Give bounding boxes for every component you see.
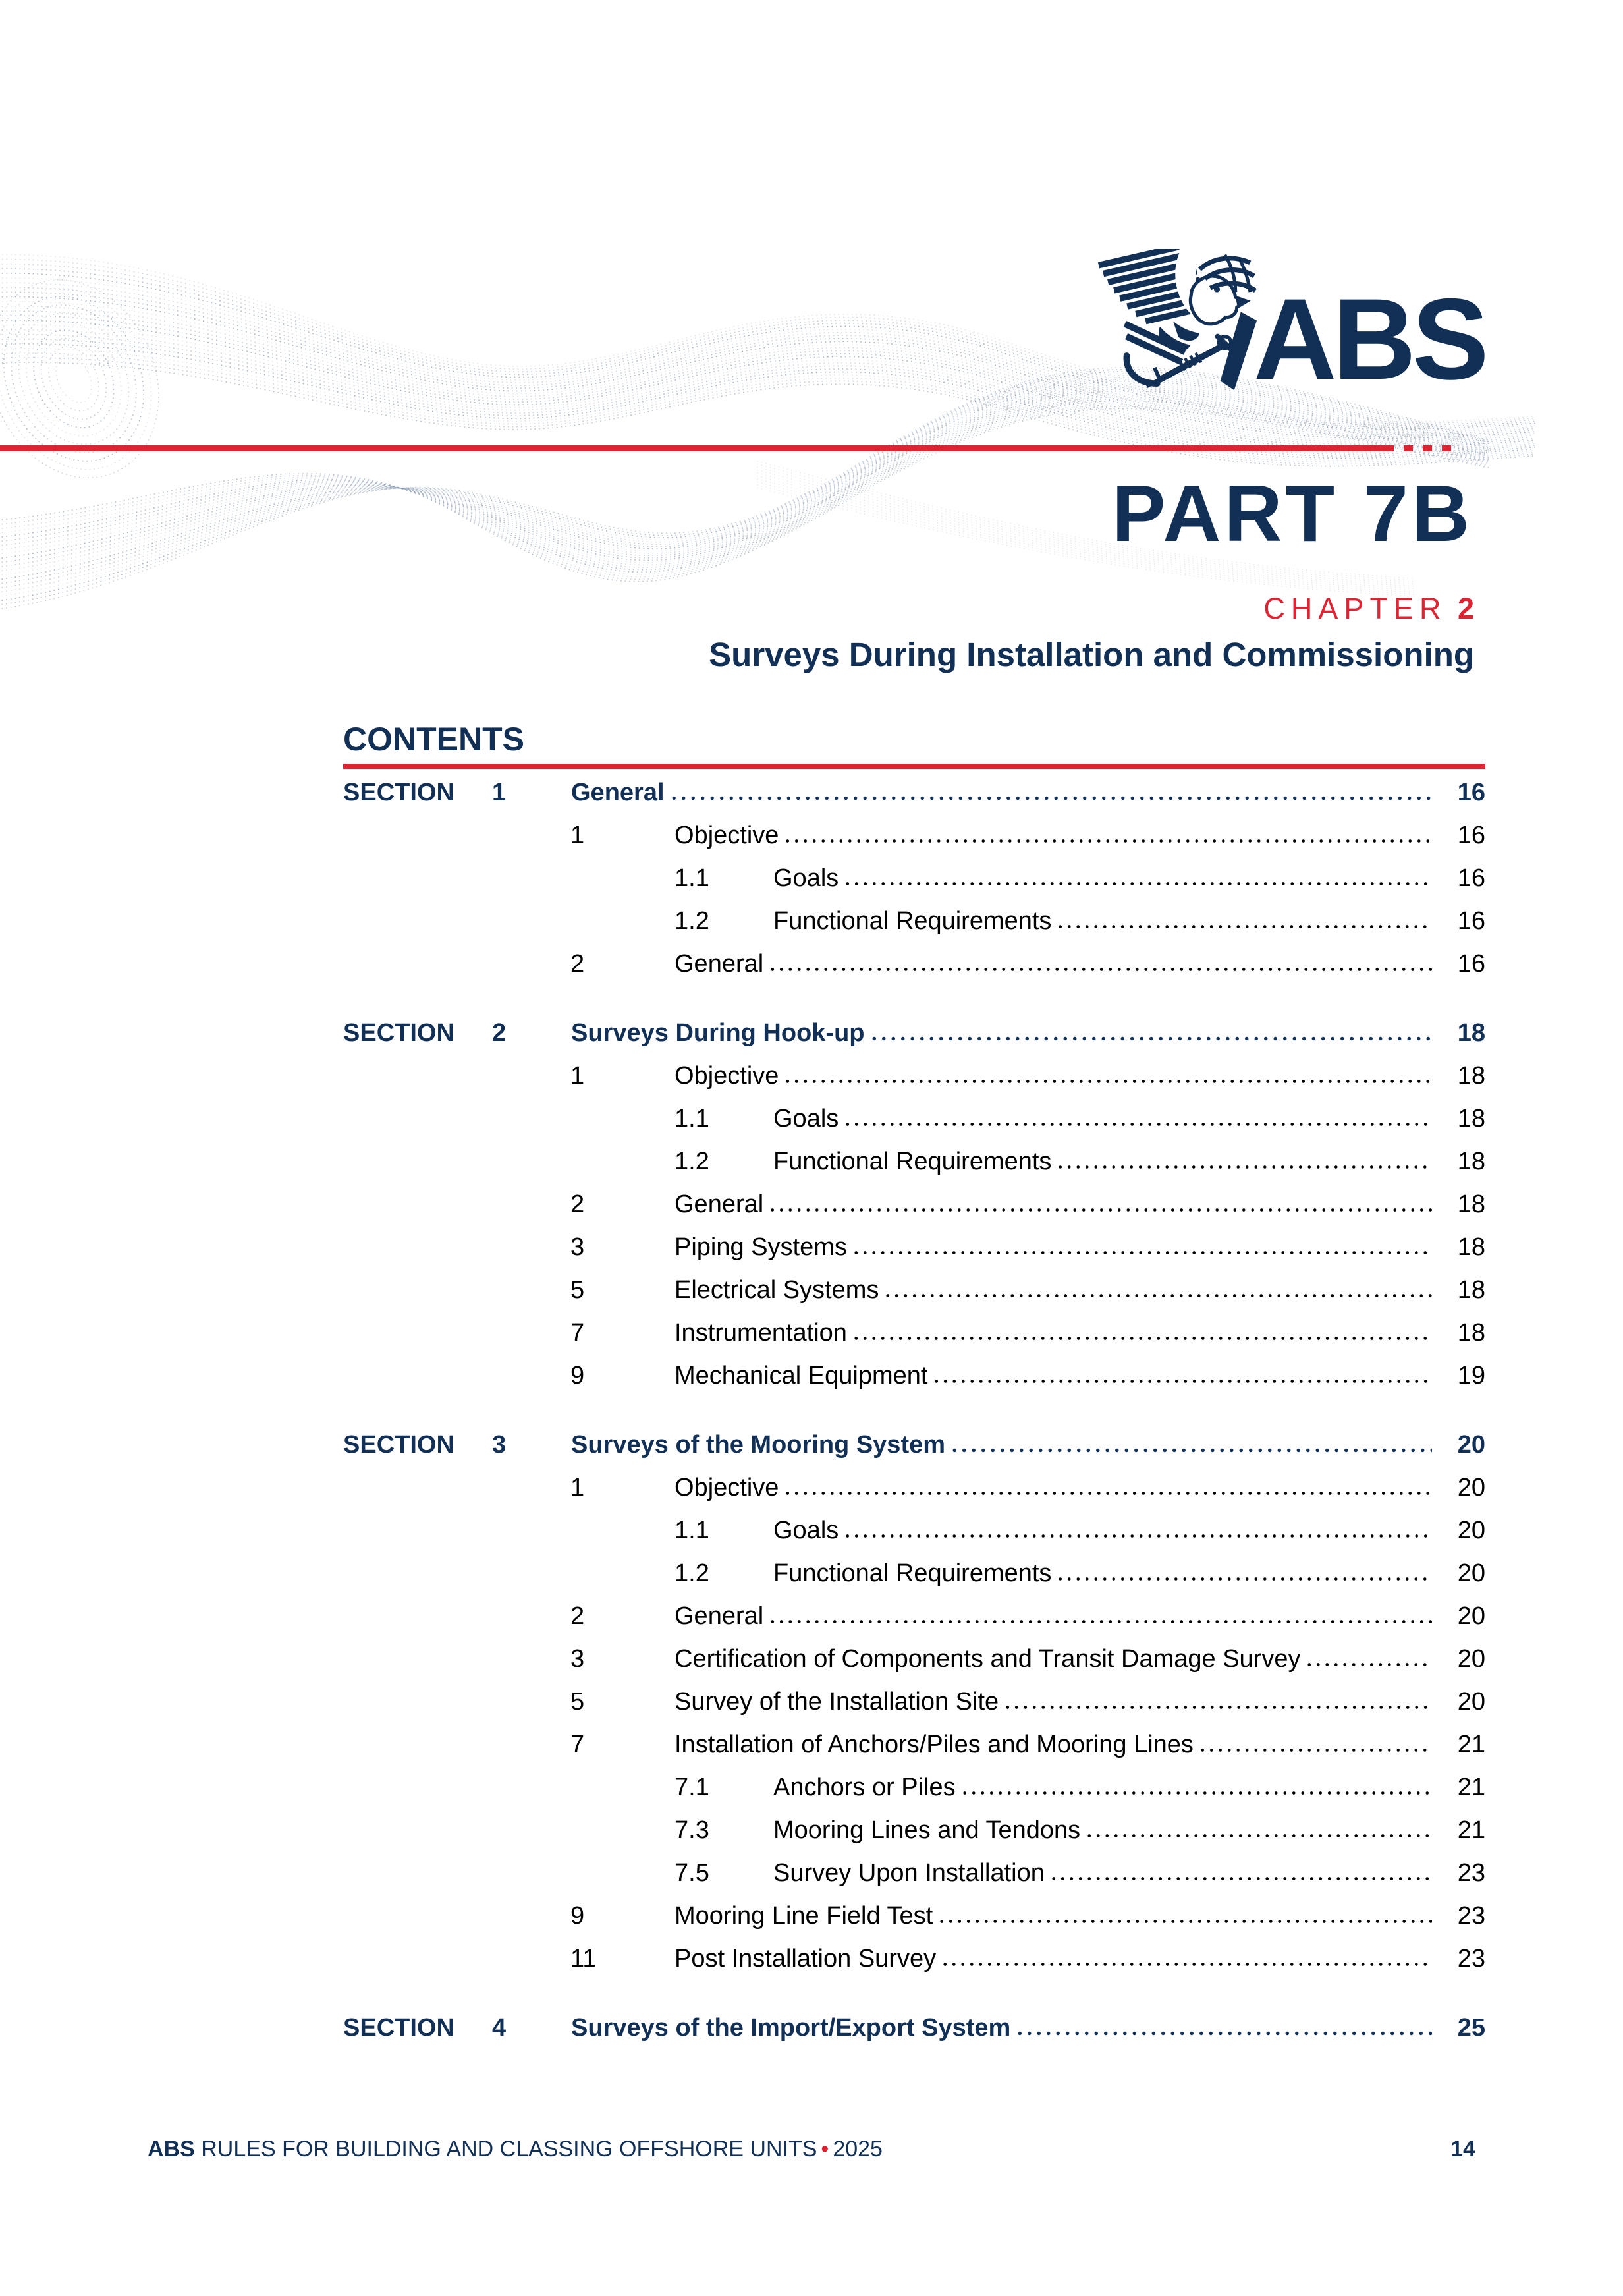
toc-row-page: 18 bbox=[1457, 1276, 1485, 1304]
toc-row-number: 1.2 bbox=[674, 1148, 709, 1175]
toc-row-page: 20 bbox=[1457, 1559, 1485, 1587]
dot-leader bbox=[843, 1534, 1432, 1538]
toc-row-title: Goals bbox=[773, 864, 839, 892]
header-rule bbox=[0, 445, 1451, 451]
toc-row-number: 2 bbox=[570, 1602, 585, 1630]
toc-entry-row[interactable] bbox=[343, 908, 1485, 934]
toc-row-title: Surveys of the Mooring System bbox=[571, 1431, 946, 1459]
toc-row-page: 20 bbox=[1457, 1602, 1485, 1630]
dot-leader bbox=[932, 1379, 1432, 1384]
toc-section-row[interactable] bbox=[343, 1432, 1485, 1458]
toc-row-page: 18 bbox=[1457, 1019, 1485, 1047]
toc-row-title: Functional Requirements bbox=[773, 1559, 1052, 1587]
dot-leader bbox=[960, 1791, 1432, 1795]
toc-row-number: 9 bbox=[570, 1902, 585, 1930]
toc-section-label: SECTION bbox=[343, 779, 454, 806]
toc-row-number: 2 bbox=[492, 1019, 507, 1047]
toc-row-page: 23 bbox=[1457, 1859, 1485, 1887]
toc-entry-row[interactable] bbox=[343, 1560, 1485, 1586]
toc-row-page: 18 bbox=[1457, 1062, 1485, 1090]
dot-leader bbox=[783, 839, 1432, 843]
toc-row-title: General bbox=[571, 779, 665, 806]
toc-entry-row[interactable] bbox=[343, 1603, 1485, 1629]
toc-section-label: SECTION bbox=[343, 2014, 454, 2042]
toc-entry-row[interactable] bbox=[343, 1277, 1485, 1303]
toc-row-page: 20 bbox=[1457, 1431, 1485, 1459]
toc-row-number: 4 bbox=[492, 2014, 507, 2042]
toc-row-title: Objective bbox=[674, 1474, 779, 1501]
toc-row-number: 7.5 bbox=[674, 1859, 709, 1887]
toc-row-page: 16 bbox=[1457, 779, 1485, 806]
toc-row-number: 2 bbox=[570, 950, 585, 978]
toc-entry-row[interactable] bbox=[343, 1860, 1485, 1886]
toc-row-number: 1.1 bbox=[674, 1517, 709, 1544]
toc-row-title: Certification of Components and Transit Damage Survey bbox=[674, 1645, 1301, 1673]
toc-row-page: 21 bbox=[1457, 1774, 1485, 1801]
toc-row-title: General bbox=[674, 1190, 764, 1218]
toc-row-title: General bbox=[674, 950, 764, 978]
dot-leader bbox=[1085, 1834, 1432, 1838]
toc-section-row[interactable] bbox=[343, 779, 1485, 806]
red-dash bbox=[1423, 445, 1432, 451]
toc-row-page: 16 bbox=[1457, 822, 1485, 849]
wave-pattern-decoration bbox=[0, 0, 1623, 856]
toc-entry-row[interactable] bbox=[343, 865, 1485, 891]
toc-row-number: 11 bbox=[570, 1945, 597, 1973]
toc-row-number: 1.2 bbox=[674, 907, 709, 935]
toc-row-page: 16 bbox=[1457, 950, 1485, 978]
dot-leader bbox=[669, 796, 1432, 800]
toc-row-number: 2 bbox=[570, 1190, 585, 1218]
toc-entry-row[interactable] bbox=[343, 1234, 1485, 1260]
toc-row-number: 1 bbox=[570, 1062, 585, 1090]
toc-row-page: 19 bbox=[1457, 1362, 1485, 1389]
toc-row-page: 21 bbox=[1457, 1731, 1485, 1758]
toc-row-number: 3 bbox=[492, 1431, 507, 1459]
toc-row-title: Goals bbox=[773, 1517, 839, 1544]
toc-entry-row[interactable] bbox=[343, 1817, 1485, 1843]
toc-entry-row[interactable] bbox=[343, 1689, 1485, 1715]
dot-leader bbox=[768, 1208, 1432, 1212]
toc-row-number: 1.1 bbox=[674, 1105, 709, 1133]
toc-row-page: 20 bbox=[1457, 1517, 1485, 1544]
toc-entry-row[interactable] bbox=[343, 1903, 1485, 1929]
toc-row-page: 18 bbox=[1457, 1105, 1485, 1133]
toc-row-number: 5 bbox=[570, 1688, 585, 1716]
toc-row-number: 1.2 bbox=[674, 1559, 709, 1587]
dot-leader bbox=[1198, 1748, 1432, 1752]
toc-row-page: 16 bbox=[1457, 907, 1485, 935]
toc-row-title: Mechanical Equipment bbox=[674, 1362, 928, 1389]
dot-leader bbox=[1015, 2031, 1432, 2036]
dot-leader bbox=[843, 1122, 1432, 1127]
toc-row-page: 18 bbox=[1457, 1319, 1485, 1347]
toc-row-page: 20 bbox=[1457, 1645, 1485, 1673]
toc-row-page: 23 bbox=[1457, 1945, 1485, 1973]
toc-entry-row[interactable] bbox=[343, 1106, 1485, 1132]
dot-leader bbox=[869, 1036, 1433, 1041]
toc-row-title: Surveys of the Import/Export System bbox=[571, 2014, 1011, 2042]
dot-leader bbox=[950, 1448, 1432, 1453]
toc-entry-row[interactable] bbox=[343, 1731, 1485, 1758]
red-dash bbox=[1404, 445, 1413, 451]
footer-separator: • bbox=[821, 2137, 829, 2162]
toc-row-page: 25 bbox=[1457, 2014, 1485, 2042]
table-of-contents bbox=[343, 779, 1485, 2058]
toc-entry-row[interactable] bbox=[343, 1362, 1485, 1389]
toc-row-title: Objective bbox=[674, 822, 779, 849]
dot-leader bbox=[768, 1619, 1432, 1624]
toc-row-page: 18 bbox=[1457, 1190, 1485, 1218]
footer-text bbox=[148, 2136, 883, 2163]
chapter-number: 2 bbox=[1457, 592, 1474, 625]
toc-section-row[interactable] bbox=[343, 2015, 1485, 2041]
footer-year: 2025 bbox=[833, 2137, 883, 2162]
toc-section-row[interactable] bbox=[343, 1020, 1485, 1046]
dot-leader bbox=[937, 1919, 1432, 1924]
toc-row-number: 9 bbox=[570, 1362, 585, 1389]
toc-row-number: 7.1 bbox=[674, 1774, 709, 1801]
dot-leader bbox=[843, 882, 1432, 886]
red-dash bbox=[1442, 445, 1451, 451]
toc-row-number: 7.3 bbox=[674, 1816, 709, 1844]
page-footer bbox=[148, 2136, 1475, 2163]
toc-row-number: 1.1 bbox=[674, 864, 709, 892]
toc-row-title: Survey Upon Installation bbox=[773, 1859, 1045, 1887]
toc-row-number: 7 bbox=[570, 1731, 585, 1758]
toc-row-page: 18 bbox=[1457, 1233, 1485, 1261]
toc-entry-row[interactable] bbox=[343, 1148, 1485, 1175]
toc-row-title: Goals bbox=[773, 1105, 839, 1133]
toc-entry-row[interactable] bbox=[343, 1063, 1485, 1089]
toc-row-title: Electrical Systems bbox=[674, 1276, 879, 1304]
toc-row-page: 23 bbox=[1457, 1902, 1485, 1930]
toc-row-number: 1 bbox=[492, 779, 507, 806]
toc-row-number: 7 bbox=[570, 1319, 585, 1347]
footer-rules-text: RULES FOR BUILDING AND CLASSING OFFSHORE UNITS bbox=[201, 2137, 817, 2162]
toc-row-title: Post Installation Survey bbox=[674, 1945, 937, 1973]
abs-logo-text: ABS bbox=[1253, 275, 1485, 404]
toc-row-page: 16 bbox=[1457, 864, 1485, 892]
toc-row-number: 5 bbox=[570, 1276, 585, 1304]
toc-row-number: 1 bbox=[570, 822, 585, 849]
toc-entry-row[interactable] bbox=[343, 1517, 1485, 1544]
toc-entry-row[interactable] bbox=[343, 1191, 1485, 1218]
toc-row-title: Mooring Line Field Test bbox=[674, 1902, 933, 1930]
toc-row-page: 20 bbox=[1457, 1474, 1485, 1501]
dot-leader bbox=[1049, 1876, 1432, 1881]
toc-row-title: Functional Requirements bbox=[773, 907, 1052, 935]
page-number: 14 bbox=[1450, 2137, 1475, 2162]
toc-row-title: Installation of Anchors/Piles and Mooring Lines bbox=[674, 1731, 1194, 1758]
footer-brand: ABS bbox=[148, 2137, 195, 2162]
dot-leader bbox=[783, 1079, 1432, 1084]
dot-leader bbox=[883, 1293, 1432, 1298]
dot-leader bbox=[941, 1962, 1432, 1967]
toc-row-title: Anchors or Piles bbox=[773, 1774, 956, 1801]
toc-entry-row[interactable] bbox=[343, 1320, 1485, 1346]
toc-section-label: SECTION bbox=[343, 1019, 454, 1047]
toc-row-page: 21 bbox=[1457, 1816, 1485, 1844]
toc-entry-row[interactable] bbox=[343, 1774, 1485, 1801]
toc-row-title: Instrumentation bbox=[674, 1319, 847, 1347]
toc-row-title: Survey of the Installation Site bbox=[674, 1688, 999, 1716]
part-title: PART 7B bbox=[1112, 468, 1473, 558]
dot-leader bbox=[783, 1491, 1432, 1496]
toc-entry-row[interactable] bbox=[343, 1474, 1485, 1501]
toc-row-title: General bbox=[674, 1602, 764, 1630]
chapter-line bbox=[1263, 594, 1474, 623]
dot-leader bbox=[852, 1250, 1432, 1255]
dot-leader bbox=[1003, 1705, 1432, 1710]
dot-leader bbox=[1056, 924, 1432, 929]
toc-row-title: Piping Systems bbox=[674, 1233, 847, 1261]
dot-leader bbox=[1305, 1662, 1432, 1667]
toc-section-label: SECTION bbox=[343, 1431, 454, 1459]
toc-row-title: Mooring Lines and Tendons bbox=[773, 1816, 1081, 1844]
dot-leader bbox=[852, 1336, 1432, 1341]
toc-entry-row[interactable] bbox=[343, 951, 1485, 977]
dot-leader bbox=[1056, 1165, 1432, 1169]
contents-heading: CONTENTS bbox=[343, 721, 524, 758]
abs-eagle-icon bbox=[1086, 249, 1258, 393]
toc-entry-row[interactable] bbox=[343, 1646, 1485, 1672]
chapter-label: CHAPTER bbox=[1263, 592, 1447, 625]
toc-row-page: 20 bbox=[1457, 1688, 1485, 1716]
dot-leader bbox=[768, 967, 1432, 972]
contents-rule bbox=[343, 764, 1485, 769]
toc-entry-row[interactable] bbox=[343, 1946, 1485, 1972]
toc-row-number: 1 bbox=[570, 1474, 585, 1501]
toc-row-number: 3 bbox=[570, 1233, 585, 1261]
toc-row-page: 18 bbox=[1457, 1148, 1485, 1175]
chapter-title: Surveys During Installation and Commissioning bbox=[709, 636, 1474, 673]
toc-row-title: Functional Requirements bbox=[773, 1148, 1052, 1175]
dot-leader bbox=[1056, 1577, 1432, 1581]
header-rule-line bbox=[0, 445, 1394, 451]
toc-row-number: 3 bbox=[570, 1645, 585, 1673]
toc-entry-row[interactable] bbox=[343, 822, 1485, 849]
toc-row-title: Surveys During Hook-up bbox=[571, 1019, 865, 1047]
toc-row-title: Objective bbox=[674, 1062, 779, 1090]
